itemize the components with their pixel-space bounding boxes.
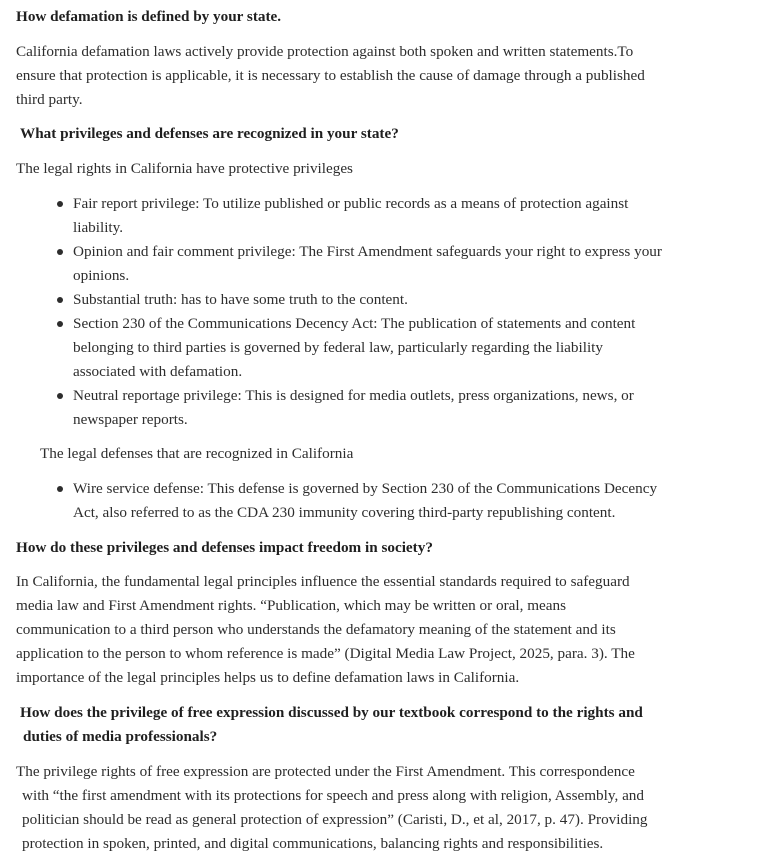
list-item: Wire service defense: This defense is governed by Section 230 of the Communications Decency Act, also referred to as the CDA 230 immunity covering third-party republishing content. bbox=[73, 477, 657, 525]
paragraph-line: application to the person to whom reference is made” (Digital Media Law Project, 2025, para. 3). The bbox=[16, 645, 635, 662]
defenses-intro: The legal defenses that are recognized in California bbox=[40, 445, 354, 462]
paragraph-line: communication to a third person who understands the defamatory meaning of the statement and its bbox=[16, 621, 616, 638]
heading-impact-freedom: How do these privileges and defenses impact freedom in society? bbox=[16, 539, 433, 556]
list-item: Section 230 of the Communications Decency Act: The publication of statements and content belonging to third parties is governed by federal law, particularly regarding the liability associated with defamation. bbox=[73, 312, 662, 384]
heading-free-expression: How does the privilege of free expression discussed by our textbook correspond to the rights and bbox=[20, 704, 643, 721]
list-item: Substantial truth: has to have some truth to the content. bbox=[73, 288, 662, 312]
heading-privileges-defenses: What privileges and defenses are recognized in your state? bbox=[20, 125, 399, 142]
paragraph-line: In California, the fundamental legal principles influence the essential standards required to safeguard bbox=[16, 573, 630, 590]
list-item: Fair report privilege: To utilize published or public records as a means of protection against liability. bbox=[73, 192, 662, 240]
paragraph-line: politician should be read as general protection of expression” (Caristi, D., et al, 2017, p. 47). Providing bbox=[22, 811, 648, 828]
heading-defamation-definition: How defamation is defined by your state. bbox=[16, 8, 282, 25]
defenses-list bbox=[73, 477, 657, 525]
paragraph-line: The privilege rights of free expression are protected under the First Amendment. This correspondence bbox=[16, 763, 635, 780]
paragraph-line: third party. bbox=[16, 91, 83, 108]
paragraph-line: California defamation laws actively provide protection against both spoken and written statements.To bbox=[16, 43, 634, 60]
list-item: Neutral reportage privilege: This is designed for media outlets, press organizations, news, or newspaper reports. bbox=[73, 384, 662, 432]
paragraph-line: media law and First Amendment rights. “Publication, which may be written or oral, means bbox=[16, 597, 567, 614]
paragraph-line: with “the first amendment with its protections for speech and press along with religion, Assembly, and bbox=[22, 787, 644, 804]
paragraph-line: ensure that protection is applicable, it is necessary to establish the cause of damage through a published bbox=[16, 67, 645, 84]
heading-free-expression-cont: duties of media professionals? bbox=[23, 728, 218, 745]
privileges-intro: The legal rights in California have protective privileges bbox=[16, 160, 353, 177]
privileges-list bbox=[73, 192, 662, 432]
paragraph-line: protection in spoken, printed, and digital communications, balancing rights and responsibilities. bbox=[22, 835, 604, 852]
list-item: Opinion and fair comment privilege: The First Amendment safeguards your right to express your opinions. bbox=[73, 240, 662, 288]
paragraph-line: importance of the legal principles helps us to define defamation laws in California. bbox=[16, 669, 520, 686]
